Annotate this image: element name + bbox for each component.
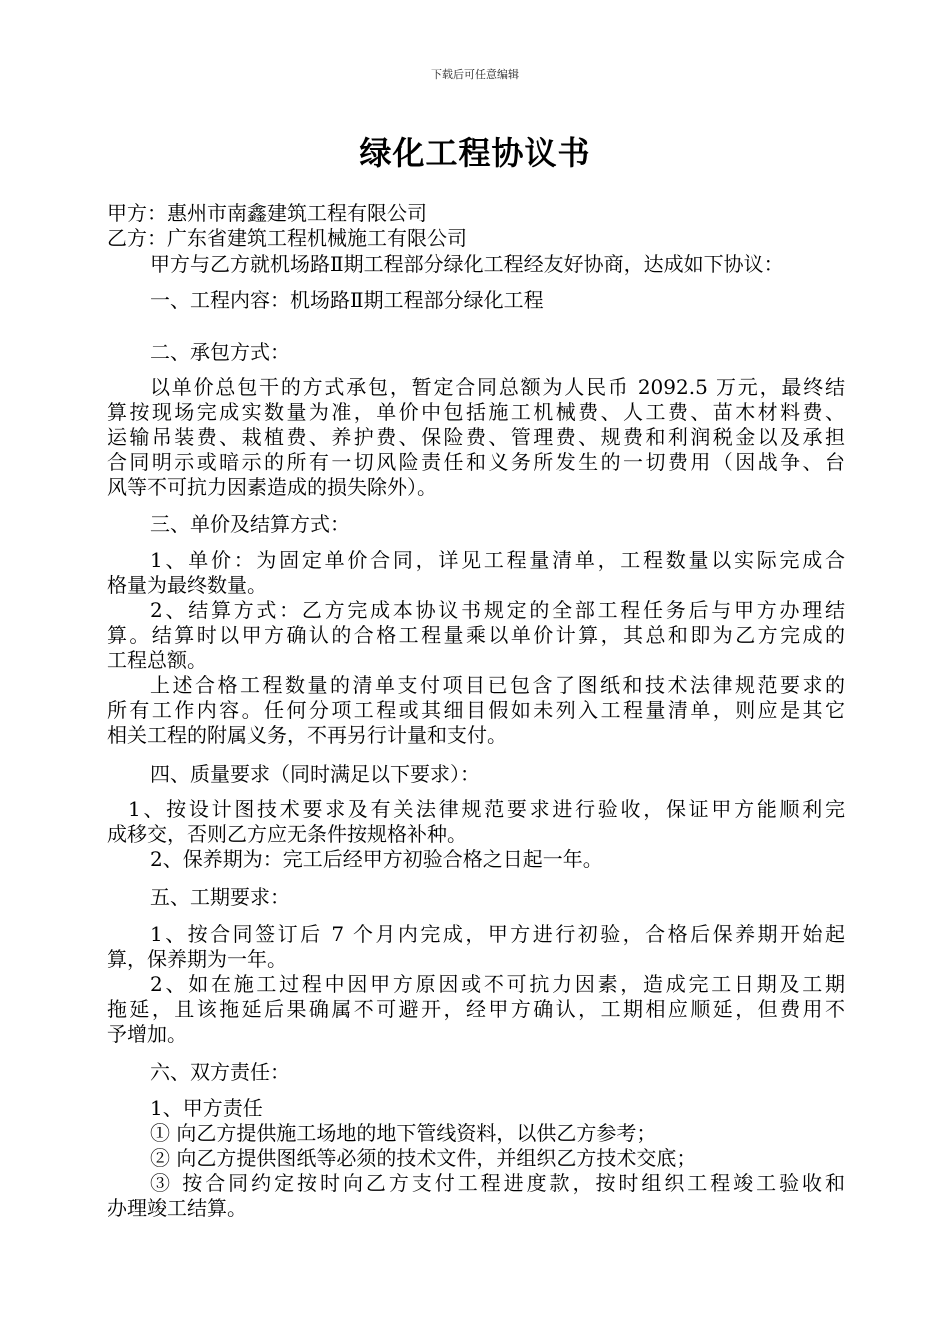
section-4-heading: 四、质量要求（同时满足以下要求）： [150,762,480,786]
section-5-heading: 五、工期要求： [150,885,290,909]
section-6-heading: 六、双方责任： [150,1060,290,1084]
section-3-line: 2、结算方式：乙方完成本协议书规定的全部工程任务后与甲方办理结 [150,598,845,622]
section-1-heading: 一、工程内容 [150,288,270,312]
section-5-line: 算，保养期为一年。 [107,947,287,971]
section-1-text: ：机场路Ⅱ期工程部分绿化工程 [270,288,544,312]
document-title: 绿化工程协议书 [359,134,591,172]
section-3-line: 格量为最终数量。 [107,573,267,597]
party-b: 乙方：广东省建筑工程机械施工有限公司 [107,226,467,250]
intro-paragraph: 甲方与乙方就机场路Ⅱ期工程部分绿化工程经友好协商，达成如下协议： [150,252,784,276]
section-2-line: 合同明示或暗示的所有一切风险责任和义务所发生的一切费用（因战争、台 [107,450,845,474]
section-4-line: 成移交，否则乙方应无条件按规格补种。 [107,822,467,846]
header-note: 下载后可任意编辑 [431,68,519,81]
section-2-line: 运输吊装费、栽植费、养护费、保险费、管理费、规费和利润税金以及承担 [107,425,845,449]
section-6-line: ③ 按合同约定按时向乙方支付工程进度款，按时组织工程竣工验收和 [150,1171,845,1195]
section-3-line: 算。结算时以甲方确认的合格工程量乘以单价计算，其总和即为乙方完成的 [107,623,845,647]
section-3-line: 1、单价：为固定单价合同，详见工程量清单，工程数量以实际完成合 [150,548,845,572]
section-2-line: 以单价总包干的方式承包，暂定合同总额为人民币 2092.5 万元，最终结 [150,375,845,399]
section-1 [150,288,544,312]
section-6-line: ② 向乙方提供图纸等必须的技术文件，并组织乙方技术交底； [150,1146,697,1170]
section-2-line: 算按现场完成实数量为准，单价中包括施工机械费、人工费、苗木材料费、 [107,400,845,424]
section-5-line: 拖延，且该拖延后果确属不可避开，经甲方确认，工期相应顺延，但费用不 [107,997,845,1021]
section-2-line: 风等不可抗力因素造成的损失除外）。 [107,475,437,499]
section-6-line: 1、甲方责任 [150,1096,263,1120]
section-3-line: 相关工程的附属义务，不再另行计量和支付。 [107,723,507,747]
section-2-heading: 二、承包方式： [150,340,290,364]
section-3-line: 上述合格工程数量的清单支付项目已包含了图纸和技术法律规范要求的 [150,673,845,697]
section-3-line: 工程总额。 [107,648,207,672]
section-5-line: 予增加。 [107,1022,187,1046]
section-3-line: 所有工作内容。任何分项工程或其细目假如未列入工程量清单，则应是其它 [107,698,845,722]
section-4-line: 2、保养期为：完工后经甲方初验合格之日起一年。 [150,847,603,871]
section-3-heading: 三、单价及结算方式： [150,512,350,536]
section-4-line: 1、按设计图技术要求及有关法律规范要求进行验收，保证甲方能顺利完 [128,797,845,821]
section-5-line: 2、如在施工过程中因甲方原因或不可抗力因素，造成完工日期及工期 [150,972,845,996]
party-a: 甲方：惠州市南鑫建筑工程有限公司 [107,201,427,225]
section-6-line: ① 向乙方提供施工场地的地下管线资料，以供乙方参考； [150,1121,657,1145]
section-6-line: 办理竣工结算。 [107,1196,247,1220]
section-5-line: 1、按合同签订后 7 个月内完成，甲方进行初验，合格后保养期开始起 [150,922,845,946]
